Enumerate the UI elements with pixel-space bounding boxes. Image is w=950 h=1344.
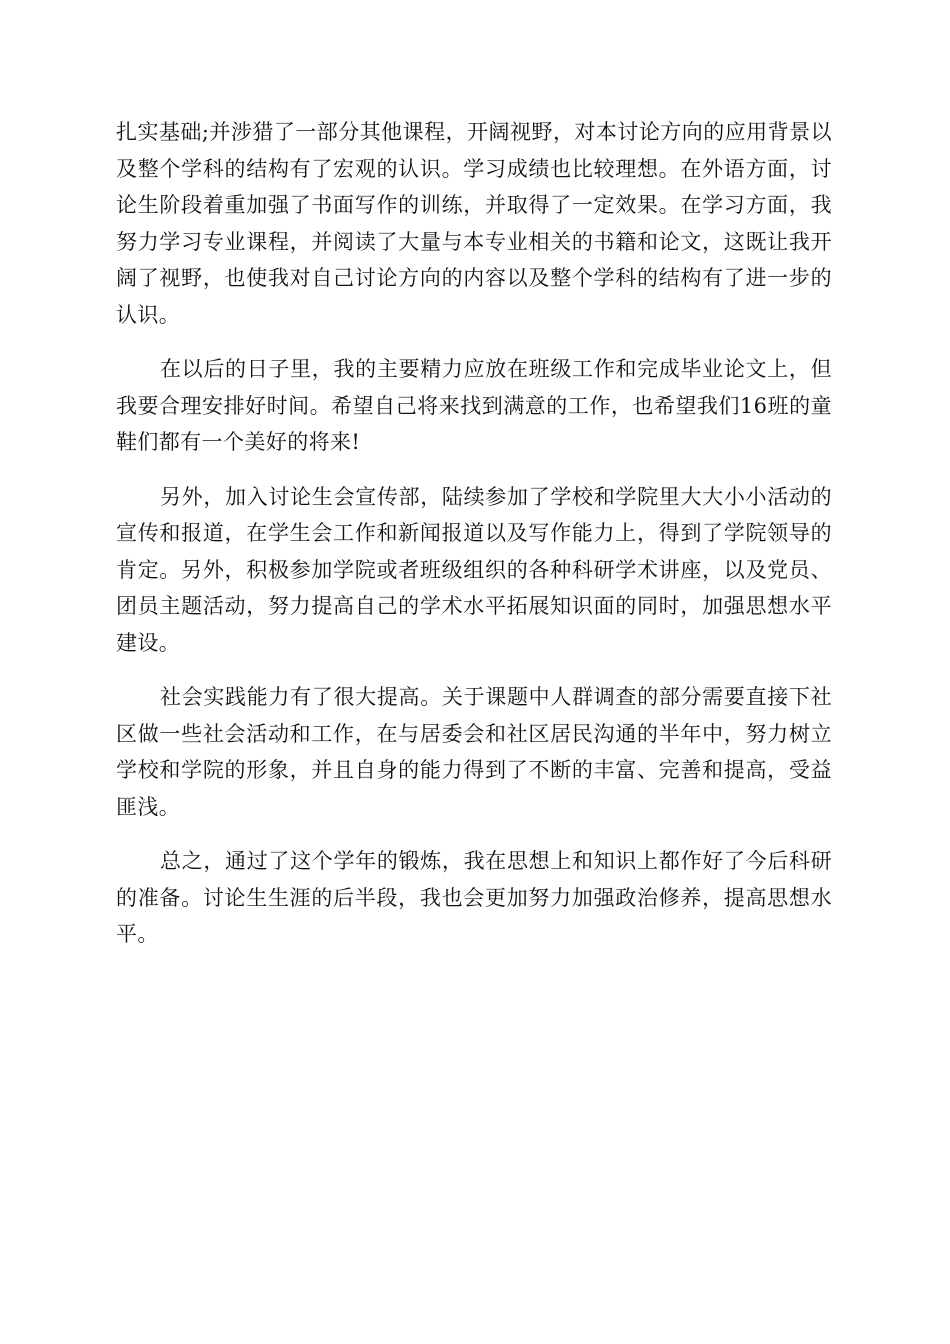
paragraph-future: 在以后的日子里，我的主要精力应放在班级工作和完成毕业论文上，但我要合理安排好时间。希望自己将来找到满意的工作，也希望我们16班的童鞋们都有一个美好的将来! (116, 357, 832, 454)
paragraph-study: 扎实基础;并涉猎了一部分其他课程，开阔视野，对本讨论方向的应用背景以及整个学科的结构有了宏观的认识。学习成绩也比较理想。在外语方面，讨论生阶段着重加强了书面写作的训练，并取得了一定效果。在学习方面，我努力学习专业课程，并阅读了大量与本专业相关的书籍和论文，这既让我开阔了视野，也使我对自己讨论方向的内容以及整个学科的结构有了进一步的认识。 (116, 120, 832, 327)
document-page (116, 114, 832, 971)
paragraph-student-union: 另外，加入讨论生会宣传部，陆续参加了学校和学院里大大小小活动的宣传和报道，在学生会工作和新闻报道以及写作能力上，得到了学院领导的肯定。另外，积极参加学院或者班级组织的各种科研学术讲座，以及党员、团员主题活动，努力提高自己的学术水平拓展知识面的同时，加强思想水平建设。 (116, 484, 832, 655)
paragraph-summary: 总之，通过了这个学年的锻炼，我在思想上和知识上都作好了今后科研的准备。讨论生生涯的后半段，我也会更加努力加强政治修养，提高思想水平。 (116, 849, 832, 946)
paragraph-social-practice: 社会实践能力有了很大提高。关于课题中人群调查的部分需要直接下社区做一些社会活动和工作，在与居委会和社区居民沟通的半年中，努力树立学校和学院的形象，并且自身的能力得到了不断的丰富、完善和提高，受益匪浅。 (116, 685, 832, 819)
